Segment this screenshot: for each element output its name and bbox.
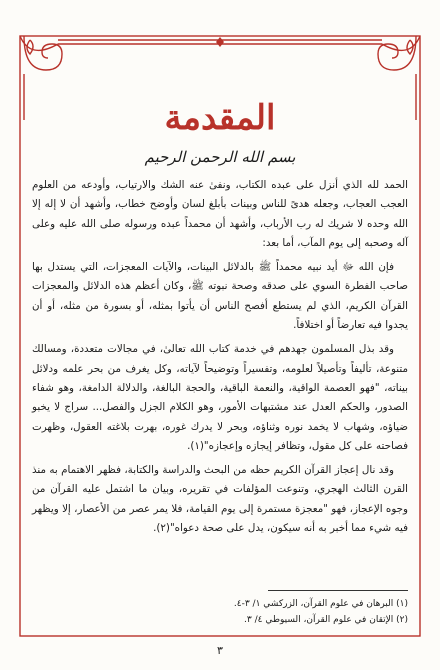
paragraph: الحمد لله الذي أنزل على عبده الكتاب، ونفىٰ عنه الشك والارتياب، وأودعه من العلوم العجب العجاب، وجعله هدىً للناس وبينات بأبلغ لسان وأوضح خطاب، وأشهد أن لا إله إلا الله وحده لا شريك له رب الأرباب، وأشهد أن محمداً عبده ورسوله صلى الله عليه وعلى آله وصحبه إلى يوم المآب، أما بعد: [32,179,408,249]
footnotes [32,596,408,628]
paragraph: وقد نال إعجاز القرآن الكريم حظه من البحث والدراسة والكتابة، فظهر الاهتمام به منذ القرن الثالث الهجري، وتنوعت المؤلفات في تقريره، وبيان ما اشتمل عليه القرآن من وجوه الإعجاز، فهو "معجزة مستمرة إلى يوم القيامة، فلا يمر عصر من الأعصار، إلا ويظهر فيه شيء مما أخبر به أنه سيكون، يدل على صحة دعواه"(٢). [32,464,408,535]
basmala: بسم الله الرحمن الرحيم [144,148,296,166]
body-text [32,176,408,543]
footnote-separator [268,590,408,591]
footnote: (٢) الإتقان في علوم القرآن، السيوطي ٤/ ٣. [244,615,408,625]
paragraph: وقد بذل المسلمون جهدهم في خدمة كتاب الله تعالىٰ، في مجالات متعددة، ومسالك متنوعة، تأليفاً وتأصيلاً لعلومه، وتفسيراً وتوضيحاً لآياته، وكل يغرف من بحر علمه ودلائل بيناته، "فهو العصمة الواقية، والنعمة الباقية، والحجة البالغة، والدلالة الدامغة، وهو شفاء الصدور، والحكم العدل عند مشتبهات الأمور، وهو الكلام الجزل والفصل... سراج لا يخبو ضياؤه، وشهاب لا يخمد نوره وثناؤه، وبحر لا يدرك غوره، بهرت بلاغته العقول، وظهرت فصاحته على كل مقول، وتظافر إيجازه وإعجازه"(١). [32,343,408,452]
paragraph: فإن الله ﷻ أيد نبيه محمداً ﷺ بالدلائل البينات، والآيات المعجزات، التي يستدل بها صاحب الفطرة السوي على صدقه وصحة نبوته ﷺ، وكان أعظم هذه الدلائل والمعجزات القرآن الكريم، الذي لم يستطع أفصح الناس أن يأتوا بمثله، أو بسورة من مثله، أو أن يجدوا فيه تعارضاً أو اختلافاً. [32,261,408,332]
page-title: المقدمة [164,98,276,138]
page-number: ٣ [217,644,223,657]
footnote: (١) البرهان في علوم القرآن، الزركشي ١/ ٣-٤. [233,599,408,609]
